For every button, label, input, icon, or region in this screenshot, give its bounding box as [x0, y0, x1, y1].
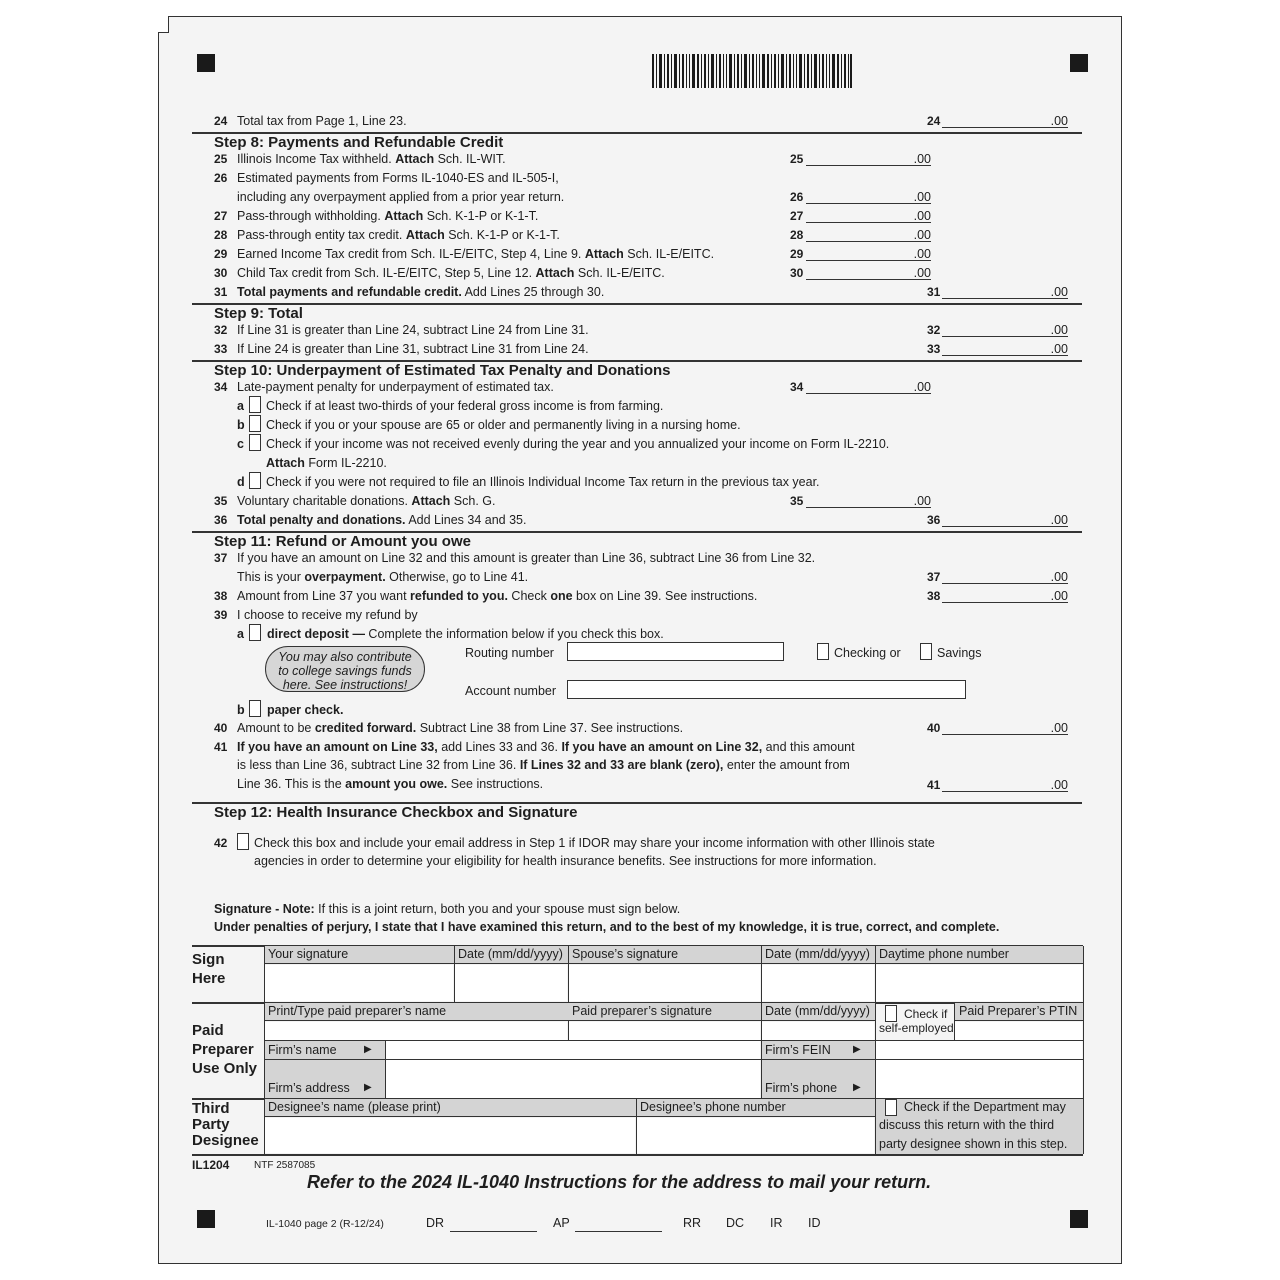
line-number: 29 [214, 247, 228, 261]
date-label: Date (mm/dd/yyyy) [765, 1004, 870, 1018]
preparer-name-field[interactable] [265, 1022, 567, 1040]
line-number: 30 [214, 266, 228, 280]
line-label: 38 [927, 589, 941, 603]
designee-name-label: Designee’s name (please print) [268, 1100, 441, 1114]
health-insurance-checkbox[interactable] [237, 833, 249, 850]
checking-label: Checking or [834, 646, 901, 660]
firm-address-field[interactable] [386, 1060, 760, 1098]
designee-phone-label: Designee’s phone number [640, 1100, 786, 1114]
ptin-label: Paid Preparer’s PTIN [959, 1004, 1078, 1018]
line-label: 33 [927, 342, 941, 356]
line-41-amount[interactable]: .00 [942, 778, 1068, 792]
daytime-phone-field[interactable] [876, 965, 1082, 1001]
step-11-title: Step 11: Refund or Amount you owe [214, 533, 471, 550]
paper-check-label: paper check. [267, 703, 344, 717]
line-label: 34 [790, 380, 804, 394]
line-number: 24 [214, 114, 228, 128]
direct-deposit-text: direct deposit — Complete the information below if you check this box. [267, 627, 664, 641]
self-employed-checkbox[interactable] [885, 1005, 897, 1022]
line-33-text: If Line 24 is greater than Line 31, subtract Line 31 from Line 24. [237, 342, 589, 356]
line-label: 32 [927, 323, 941, 337]
preparer-date-field[interactable] [762, 1022, 874, 1040]
annualized-income-checkbox[interactable] [249, 434, 261, 451]
designee-check-text: Check if the Department may [904, 1100, 1066, 1114]
step-8-title: Step 8: Payments and Refundable Credit [214, 134, 504, 151]
line-42-text-2: agencies in order to determine your eligibility for health insurance benefits. See instructions for more information. [254, 854, 877, 868]
line-34c-text: Check if your income was not received evenly during the year and you annualized your income on Form IL-2210. [266, 437, 890, 451]
line-label: 37 [927, 570, 941, 584]
date-label: Date (mm/dd/yyyy) [458, 947, 563, 961]
line-27-amount[interactable]: .00 [806, 209, 931, 223]
third-party-designee-label: Third Party Designee [192, 1100, 259, 1149]
checkbox-letter: b [237, 418, 245, 432]
line-31-text: Total payments and refundable credit. Add Lines 25 through 30. [237, 285, 605, 299]
registration-mark [197, 54, 215, 72]
footer-blank [450, 1231, 537, 1232]
sign-here-label: Sign Here [192, 951, 226, 987]
line-25-text: Illinois Income Tax withheld. Attach Sch. IL-WIT. [237, 152, 506, 166]
line-25-amount[interactable]: .00 [806, 152, 931, 166]
line-41-text-2: is less than Line 36, subtract Line 32 from Line 36. If Lines 32 and 33 are blank (zero), enter the amount from [237, 758, 850, 772]
step-12-title: Step 12: Health Insurance Checkbox and Signature [214, 804, 578, 821]
form-code: IL1204 [192, 1158, 230, 1172]
step-10-title: Step 10: Underpayment of Estimated Tax Penalty and Donations [214, 362, 671, 379]
line-40-amount[interactable]: .00 [942, 721, 1068, 735]
line-36-amount[interactable]: .00 [942, 513, 1068, 527]
checking-checkbox[interactable] [817, 643, 829, 660]
table-rule [454, 946, 455, 1002]
line-29-amount[interactable]: .00 [806, 247, 931, 261]
line-27-text: Pass-through withholding. Attach Sch. K-1-P or K-1-T. [237, 209, 539, 223]
table-bottom-rule [192, 1154, 1083, 1156]
footer-code-dr: DR [426, 1216, 445, 1230]
nursing-home-checkbox[interactable] [249, 415, 261, 432]
checkbox-letter: a [237, 399, 244, 413]
your-signature-field[interactable] [265, 965, 453, 1001]
line-label: 26 [790, 190, 804, 204]
barcode [652, 54, 852, 88]
line-28-text: Pass-through entity tax credit. Attach Sch. K-1-P or K-1-T. [237, 228, 560, 242]
line-24-amount[interactable]: .00 [942, 114, 1068, 128]
line-28-amount[interactable]: .00 [806, 228, 931, 242]
step-9-title: Step 9: Total [214, 305, 303, 322]
check-if-label: Check if [904, 1007, 948, 1021]
section-divider [192, 303, 1082, 305]
line-24-text: Total tax from Page 1, Line 23. [237, 114, 407, 128]
line-label: 30 [790, 266, 804, 280]
line-34c-attach: Attach Form IL-2210. [266, 456, 387, 470]
preparer-signature-label: Paid preparer’s signature [572, 1004, 712, 1018]
line-number: 31 [214, 285, 228, 299]
savings-checkbox[interactable] [920, 643, 932, 660]
line-33-amount[interactable]: .00 [942, 342, 1068, 356]
paid-preparer-label: Paid Preparer Use Only [192, 1022, 258, 1077]
table-rule [1083, 946, 1084, 1154]
preparer-name-label: Print/Type paid preparer’s name [268, 1004, 447, 1018]
footer-code-dc: DC [726, 1216, 745, 1230]
footer-code-ap: AP [553, 1216, 570, 1230]
line-42-text: Check this box and include your email address in Step 1 if IDOR may share your income information with other Illinois state [254, 836, 935, 850]
daytime-phone-label: Daytime phone number [879, 947, 1009, 961]
line-37-text-2: This is your overpayment. Otherwise, go to Line 41. [237, 570, 529, 584]
routing-number-label: Routing number [465, 646, 554, 660]
line-number: 26 [214, 171, 228, 185]
line-34-text: Late-payment penalty for underpayment of estimated tax. [237, 380, 554, 394]
farming-checkbox[interactable] [249, 396, 261, 413]
no-prior-return-checkbox[interactable] [249, 472, 261, 489]
bubble-line: to college savings funds [278, 664, 412, 678]
spouse-signature-label: Spouse’s signature [572, 947, 679, 961]
signature-note: Signature - Note: If this is a joint return, both you and your spouse must sign below. [214, 902, 681, 916]
preparer-signature-field[interactable] [569, 1022, 760, 1040]
date-label: Date (mm/dd/yyyy) [765, 947, 870, 961]
line-number: 28 [214, 228, 228, 242]
firm-fein-field[interactable] [876, 1041, 1082, 1059]
line-number: 40 [214, 721, 228, 735]
date-field[interactable] [455, 965, 567, 1001]
line-32-amount[interactable]: .00 [942, 323, 1068, 337]
bubble-line: You may also contribute [278, 650, 412, 664]
designee-phone-field[interactable] [637, 1118, 874, 1153]
line-34-amount[interactable]: .00 [806, 380, 931, 394]
checkbox-letter: d [237, 475, 245, 489]
your-signature-label: Your signature [268, 947, 349, 961]
line-number: 41 [214, 740, 228, 754]
checkbox-letter: a [237, 627, 244, 641]
line-30-text: Child Tax credit from Sch. IL-E/EITC, Step 5, Line 12. Attach Sch. IL-E/EITC. [237, 266, 665, 280]
mail-instructions: Refer to the 2024 IL-1040 Instructions for the address to mail your return. [307, 1172, 932, 1192]
line-number: 27 [214, 209, 228, 223]
arrow-right-icon: ▶ [853, 1082, 861, 1093]
date-field[interactable] [762, 965, 874, 1001]
page-identifier: IL-1040 page 2 (R-12/24) [266, 1218, 384, 1230]
line-number: 37 [214, 551, 228, 565]
line-label: 35 [790, 494, 804, 508]
line-label: 27 [790, 209, 804, 223]
line-34d-text: Check if you were not required to file an Illinois Individual Income Tax return in the previous tax year. [266, 475, 820, 489]
line-41-text: If you have an amount on Line 33, add Lines 33 and 36. If you have an amount on Line 32, and this amount [237, 740, 855, 754]
corner-tab [158, 16, 169, 33]
footer-code-id: ID [808, 1216, 821, 1230]
footer-blank [575, 1231, 662, 1232]
ntf-code: NTF 2587085 [254, 1160, 316, 1171]
line-38-text: Amount from Line 37 you want refunded to you. Check one box on Line 39. See instructions. [237, 589, 758, 603]
firm-address-label: Firm’s address [268, 1081, 350, 1095]
line-26-amount[interactable]: .00 [806, 190, 931, 204]
line-label: 40 [927, 721, 941, 735]
line-label: 36 [927, 513, 941, 527]
designee-checkbox[interactable] [885, 1099, 897, 1116]
line-26-text: Estimated payments from Forms IL-1040-ES and IL-505-I, [237, 171, 559, 185]
line-34a-text: Check if at least two-thirds of your federal gross income is from farming. [266, 399, 664, 413]
line-label: 25 [790, 152, 804, 166]
college-savings-bubble [265, 646, 425, 692]
line-35-text: Voluntary charitable donations. Attach Sch. G. [237, 494, 496, 508]
line-label: 28 [790, 228, 804, 242]
line-number: 35 [214, 494, 228, 508]
checkbox-letter: b [237, 703, 245, 717]
line-30-amount[interactable]: .00 [806, 266, 931, 280]
line-38-amount[interactable]: .00 [942, 589, 1068, 603]
line-39-text: I choose to receive my refund by [237, 608, 418, 622]
line-40-text: Amount to be credited forward. Subtract Line 38 from Line 37. See instructions. [237, 721, 684, 735]
line-41-text-3: Line 36. This is the amount you owe. See instructions. [237, 777, 544, 791]
line-36-text: Total penalty and donations. Add Lines 34 and 35. [237, 513, 527, 527]
line-number: 32 [214, 323, 228, 337]
line-number: 38 [214, 589, 228, 603]
arrow-right-icon: ▶ [853, 1044, 861, 1055]
account-number-field[interactable] [567, 680, 966, 699]
savings-label: Savings [937, 646, 982, 660]
line-31-amount[interactable]: .00 [942, 285, 1068, 299]
line-number: 34 [214, 380, 228, 394]
firm-name-label: Firm’s name [268, 1043, 337, 1057]
line-35-amount[interactable]: .00 [806, 494, 931, 508]
arrow-right-icon: ▶ [364, 1082, 372, 1093]
line-29-text: Earned Income Tax credit from Sch. IL-E/EITC, Step 4, Line 9. Attach Sch. IL-E/EITC. [237, 247, 715, 261]
line-number: 25 [214, 152, 228, 166]
spouse-signature-field[interactable] [569, 965, 760, 1001]
designee-check-text-2: discuss this return with the third [879, 1118, 1055, 1132]
footer-code-ir: IR [770, 1216, 783, 1230]
firm-phone-field[interactable] [876, 1060, 1082, 1098]
routing-number-field[interactable] [567, 642, 784, 661]
line-37-text: If you have an amount on Line 32 and this amount is greater than Line 36, subtract Line 36 from Line 32. [237, 551, 816, 565]
designee-check-text-3: party designee shown in this step. [879, 1137, 1068, 1151]
line-number: 36 [214, 513, 228, 527]
firm-phone-label: Firm’s phone [765, 1081, 838, 1095]
registration-mark [197, 1210, 215, 1228]
paper-check-checkbox[interactable] [249, 700, 261, 717]
perjury-statement: Under penalties of perjury, I state that I have examined this return, and to the best of my knowledge, it is true, correct, and complete. [214, 920, 1000, 934]
account-number-label: Account number [465, 684, 557, 698]
line-label: 41 [927, 778, 941, 792]
designee-name-field[interactable] [265, 1118, 635, 1153]
line-26-text-2: including any overpayment applied from a prior year return. [237, 190, 565, 204]
bubble-line: here. See instructions! [282, 678, 408, 692]
arrow-right-icon: ▶ [364, 1044, 372, 1055]
line-number: 33 [214, 342, 228, 356]
direct-deposit-checkbox[interactable] [249, 624, 261, 641]
line-number: 39 [214, 608, 228, 622]
line-label: 29 [790, 247, 804, 261]
line-34b-text: Check if you or your spouse are 65 or older and permanently living in a nursing home. [266, 418, 741, 432]
self-employed-label: self-employed [879, 1021, 954, 1035]
firm-fein-label: Firm’s FEIN [765, 1043, 831, 1057]
registration-mark [1070, 1210, 1088, 1228]
footer-code-rr: RR [683, 1216, 702, 1230]
line-37-amount[interactable]: .00 [942, 570, 1068, 584]
line-label: 31 [927, 285, 941, 299]
line-number: 42 [214, 836, 228, 850]
firm-name-field[interactable] [386, 1041, 760, 1059]
line-label: 24 [927, 114, 941, 128]
checkbox-letter: c [237, 437, 244, 451]
ptin-field[interactable] [955, 1022, 1082, 1040]
line-32-text: If Line 31 is greater than Line 24, subtract Line 24 from Line 31. [237, 323, 589, 337]
registration-mark [1070, 54, 1088, 72]
